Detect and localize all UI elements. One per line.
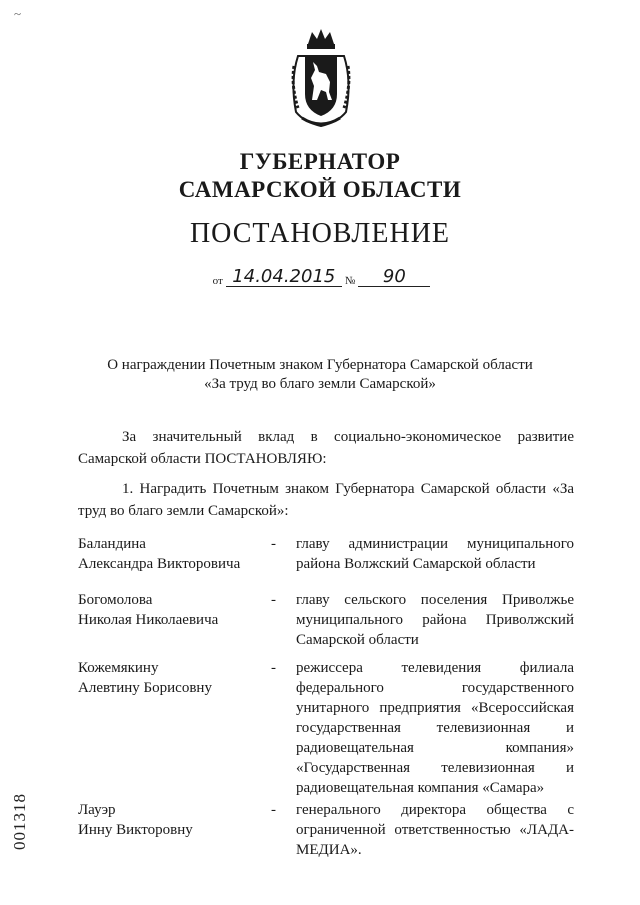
awardee-surname: Кожемякину (78, 660, 159, 676)
serial-number-stamp: 001318 (10, 793, 29, 850)
awardee-position: главу сельского поселения Приволжье муниципального района Приволжский Самарской области (296, 592, 574, 648)
subject-heading (0, 356, 640, 394)
awardee-dash: - (271, 802, 276, 818)
preamble-paragraph: За значительный вклад в социально-экономическое развитие Самарской области ПОСТАНОВЛЯЮ: (78, 429, 574, 467)
date-prefix: от (212, 275, 223, 287)
awardee-name (78, 534, 268, 574)
corner-mark: ~ (14, 6, 22, 21)
document-type: ПОСТАНОВЛЕНИЕ (189, 218, 451, 249)
awardee-surname: Баландина (78, 536, 146, 552)
subject-line-2: «За труд во благо земли Самарской» (204, 376, 436, 392)
awardee-dash: - (271, 592, 276, 608)
awardee-name (78, 590, 268, 630)
subject-line-1: О награждении Почетным знаком Губернатора Самарской области (107, 357, 533, 373)
issuer-title: ГУБЕРНАТОР (239, 149, 401, 174)
awardee-position: режиссера телевидения филиала федерального государственного унитарного предприятия «Всероссийская государственная телевизионная и радиовещательная компания» «Государственная телевизионная и радиовещательная компания «Самара» (296, 660, 574, 796)
awardee-given-name: Александра Викторовича (78, 556, 241, 572)
awardee-surname: Лауэр (78, 802, 116, 818)
awardee-dash: - (271, 536, 276, 552)
decision-paragraph: 1. Наградить Почетным знаком Губернатора Самарской области «За труд во благо земли Самарской»: (78, 481, 574, 519)
handwritten-number: 90 (358, 268, 430, 287)
date-number-line (0, 268, 640, 287)
awardee-position: генерального директора общества с ограниченной ответственностью «ЛАДА-МЕДИА». (296, 802, 574, 858)
awardee-given-name: Николая Николаевича (78, 612, 219, 628)
number-label: № (344, 275, 356, 287)
awardee-position: главу администрации муниципального района Волжский Самарской области (296, 536, 574, 572)
awardee-name (78, 800, 268, 840)
awardee-dash: - (271, 660, 276, 676)
awardee-name (78, 658, 268, 698)
awardee-given-name: Инну Викторовну (78, 822, 193, 838)
coat-of-arms-icon (288, 26, 354, 132)
awardee-surname: Богомолова (78, 592, 153, 608)
awardee-given-name: Алевтину Борисовну (78, 680, 212, 696)
issuer-region: САМАРСКОЙ ОБЛАСТИ (178, 177, 462, 202)
handwritten-date: 14.04.2015 (226, 268, 342, 287)
